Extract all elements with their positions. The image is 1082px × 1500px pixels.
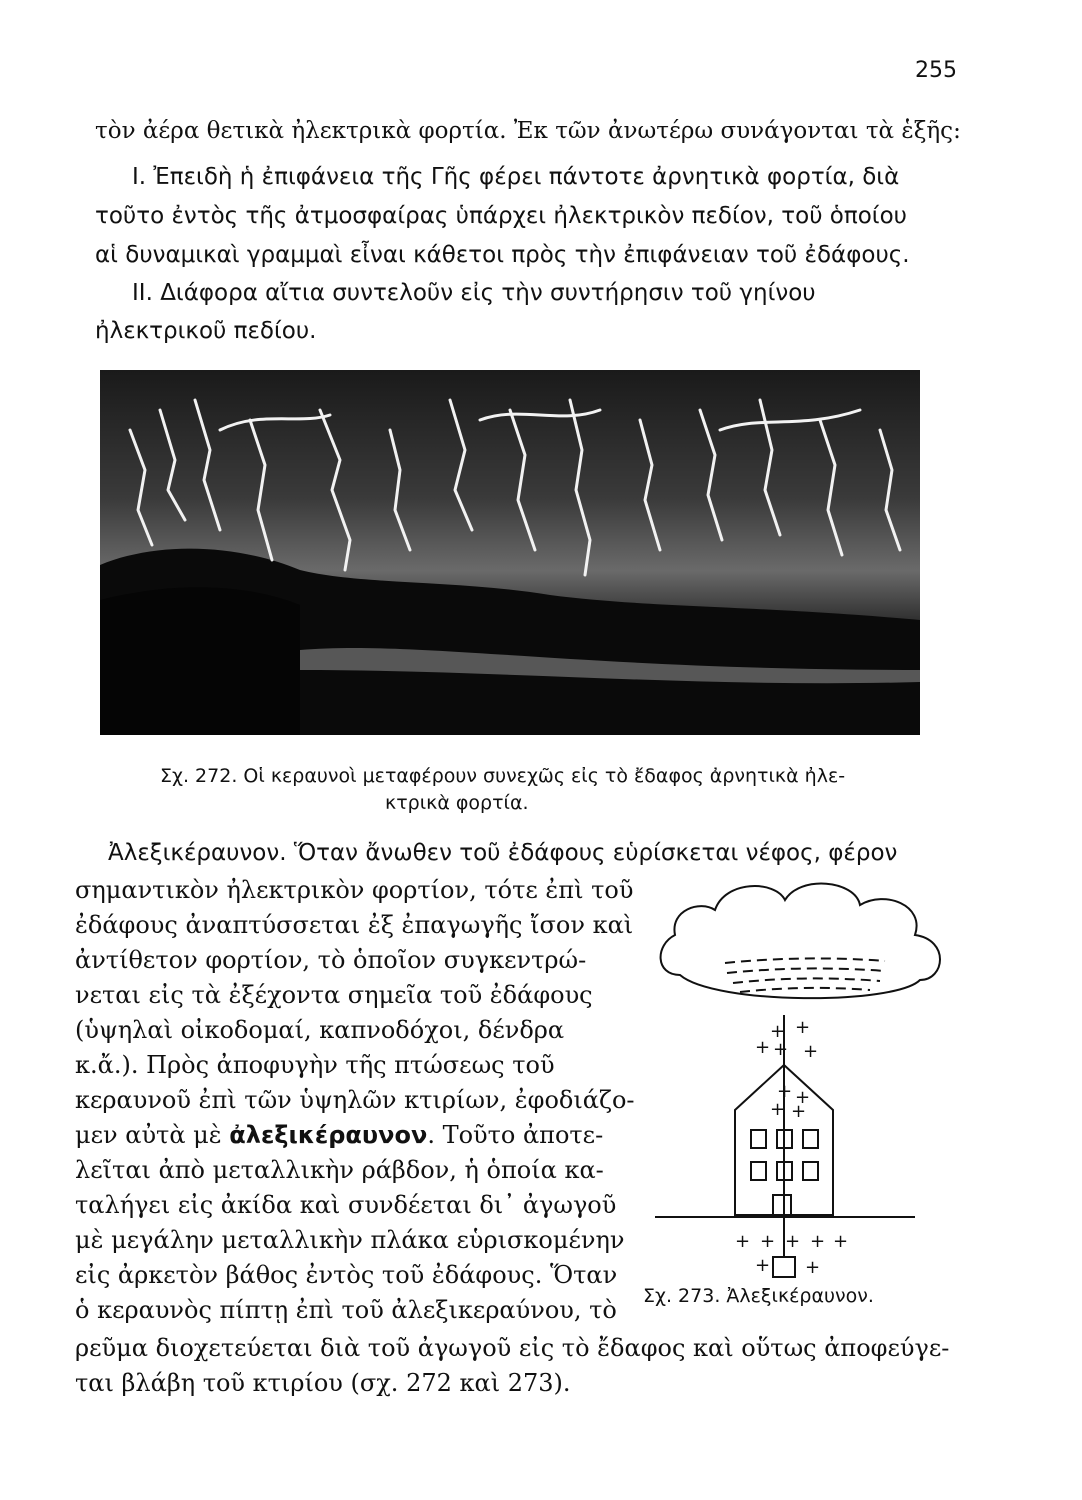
svg-text:+: +: [755, 1037, 771, 1058]
final-line-2: ται βλάβη τοῦ κτιρίου (σχ. 272 καὶ 273).: [75, 1369, 571, 1397]
svg-text:+: +: [777, 1081, 793, 1102]
term-alexikeraunon: ἀλεξικέραυνον: [229, 1121, 428, 1149]
svg-text:+: +: [770, 1099, 786, 1120]
svg-text:+: +: [770, 1021, 786, 1042]
svg-text:+: +: [735, 1231, 751, 1252]
figure272-caption-line2: κτρικὰ φορτία.: [385, 792, 529, 814]
body-line-12: εἰς ἀρκετὸν βάθος ἐντὸς τοῦ ἐδάφους. Ὅταν: [75, 1261, 618, 1289]
body-line-11: μὲ μεγάλην μεταλλικὴν πλάκα εὑρισκομένην: [75, 1226, 625, 1254]
body-line-4: νεται εἰς τὰ ἐξέχοντα σημεῖα τοῦ ἐδάφους: [75, 981, 593, 1009]
svg-text:+: +: [805, 1257, 821, 1278]
bold-line-before: μεν αὐτὰ μὲ: [75, 1121, 230, 1149]
svg-text:+: +: [785, 1231, 801, 1252]
svg-text:+: +: [833, 1231, 849, 1252]
svg-text:+: +: [760, 1231, 776, 1252]
body-line-1: σημαντικὸν ἠλεκτρικὸν φορτίον, τότε ἐπὶ τοῦ: [75, 876, 634, 904]
page-number: 255: [915, 58, 957, 83]
svg-text:+: +: [773, 1039, 789, 1060]
lightning-rod-diagram: [655, 865, 955, 1280]
point2-line2: ἠλεκτρικοῦ πεδίου.: [95, 318, 317, 344]
point1-line3: αἱ δυναμικαὶ γραμμαὶ εἶναι κάθετοι πρὸς τὴν ἐπιφάνειαν τοῦ ἐδάφους.: [95, 242, 910, 268]
lightning-photograph: [100, 370, 920, 735]
svg-text:+: +: [803, 1041, 819, 1062]
svg-text:+: +: [795, 1087, 811, 1108]
ground-plate: [773, 1257, 795, 1277]
body-line-bold: [75, 1123, 603, 1147]
svg-text:+: +: [791, 1101, 807, 1122]
section-heading-line: Ἀλεξικέραυνον. Ὅταν ἄνωθεν τοῦ ἐδάφους εὑρίσκεται νέφος, φέρον: [108, 840, 898, 866]
body-line-2: ἐδάφους ἀναπτύσσεται ἐξ ἐπαγωγῆς ἴσον καὶ: [75, 911, 634, 939]
body-line-10: ταλήγει εἰς ἀκίδα καὶ συνδέεται δι᾽ ἀγωγοῦ: [75, 1191, 617, 1219]
body-line-6: κ.ἄ.). Πρὸς ἀποφυγὴν τῆς πτώσεως τοῦ: [75, 1051, 555, 1079]
point1-line1: I. Ἐπειδὴ ἡ ἐπιφάνεια τῆς Γῆς φέρει πάντοτε ἀρνητικὰ φορτία, διὰ: [132, 164, 900, 190]
svg-text:+: +: [795, 1017, 811, 1038]
svg-text:+: +: [755, 1255, 771, 1276]
body-line-9: λεῖται ἀπὸ μεταλλικὴν ράβδον, ἡ ὁποία κα-: [75, 1156, 604, 1184]
body-line-7: κεραυνοῦ ἐπὶ τῶν ὑψηλῶν κτιρίων, ἐφοδιάζο-: [75, 1086, 635, 1114]
final-line-1: ρεῦμα διοχετεύεται διὰ τοῦ ἀγωγοῦ εἰς τὸ ἔδαφος καὶ οὕτως ἀποφεύγε-: [75, 1334, 950, 1362]
body-line-3: ἀντίθετον φορτίον, τὸ ὁποῖον συγκεντρώ-: [75, 946, 587, 974]
figure272-caption-line1: Σχ. 272. Οἱ κεραυνοὶ μεταφέρουν συνεχῶς εἰς τὸ ἔδαφος ἀρνητικὰ ἠλε-: [160, 765, 846, 787]
cloud-outline: [661, 884, 940, 999]
point1-line2: τοῦτο ἐντὸς τῆς ἀτμοσφαίρας ὑπάρχει ἠλεκτρικὸν πεδίον, τοῦ ὁποίου: [95, 203, 907, 229]
figure273-caption: Σχ. 273. Ἀλεξικέραυνον.: [643, 1285, 874, 1307]
svg-text:+: +: [810, 1231, 826, 1252]
intro-line: τὸν ἀέρα θετικὰ ἠλεκτρικὰ φορτία. Ἐκ τῶν ἀνωτέρω συνάγονται τὰ ἑξῆς:: [95, 118, 961, 144]
point2-line1: II. Διάφορα αἴτια συντελοῦν εἰς τὴν συντήρησιν τοῦ γηίνου: [132, 280, 816, 306]
body-line-13: ὁ κεραυνὸς πίπτῃ ἐπὶ τοῦ ἀλεξικεραύνου, τὸ: [75, 1296, 617, 1324]
body-line-5: (ὑψηλαὶ οἰκοδομαί, καπνοδόχοι, δένδρα: [75, 1016, 565, 1044]
bold-line-after: . Τοῦτο ἀποτε-: [427, 1121, 604, 1149]
